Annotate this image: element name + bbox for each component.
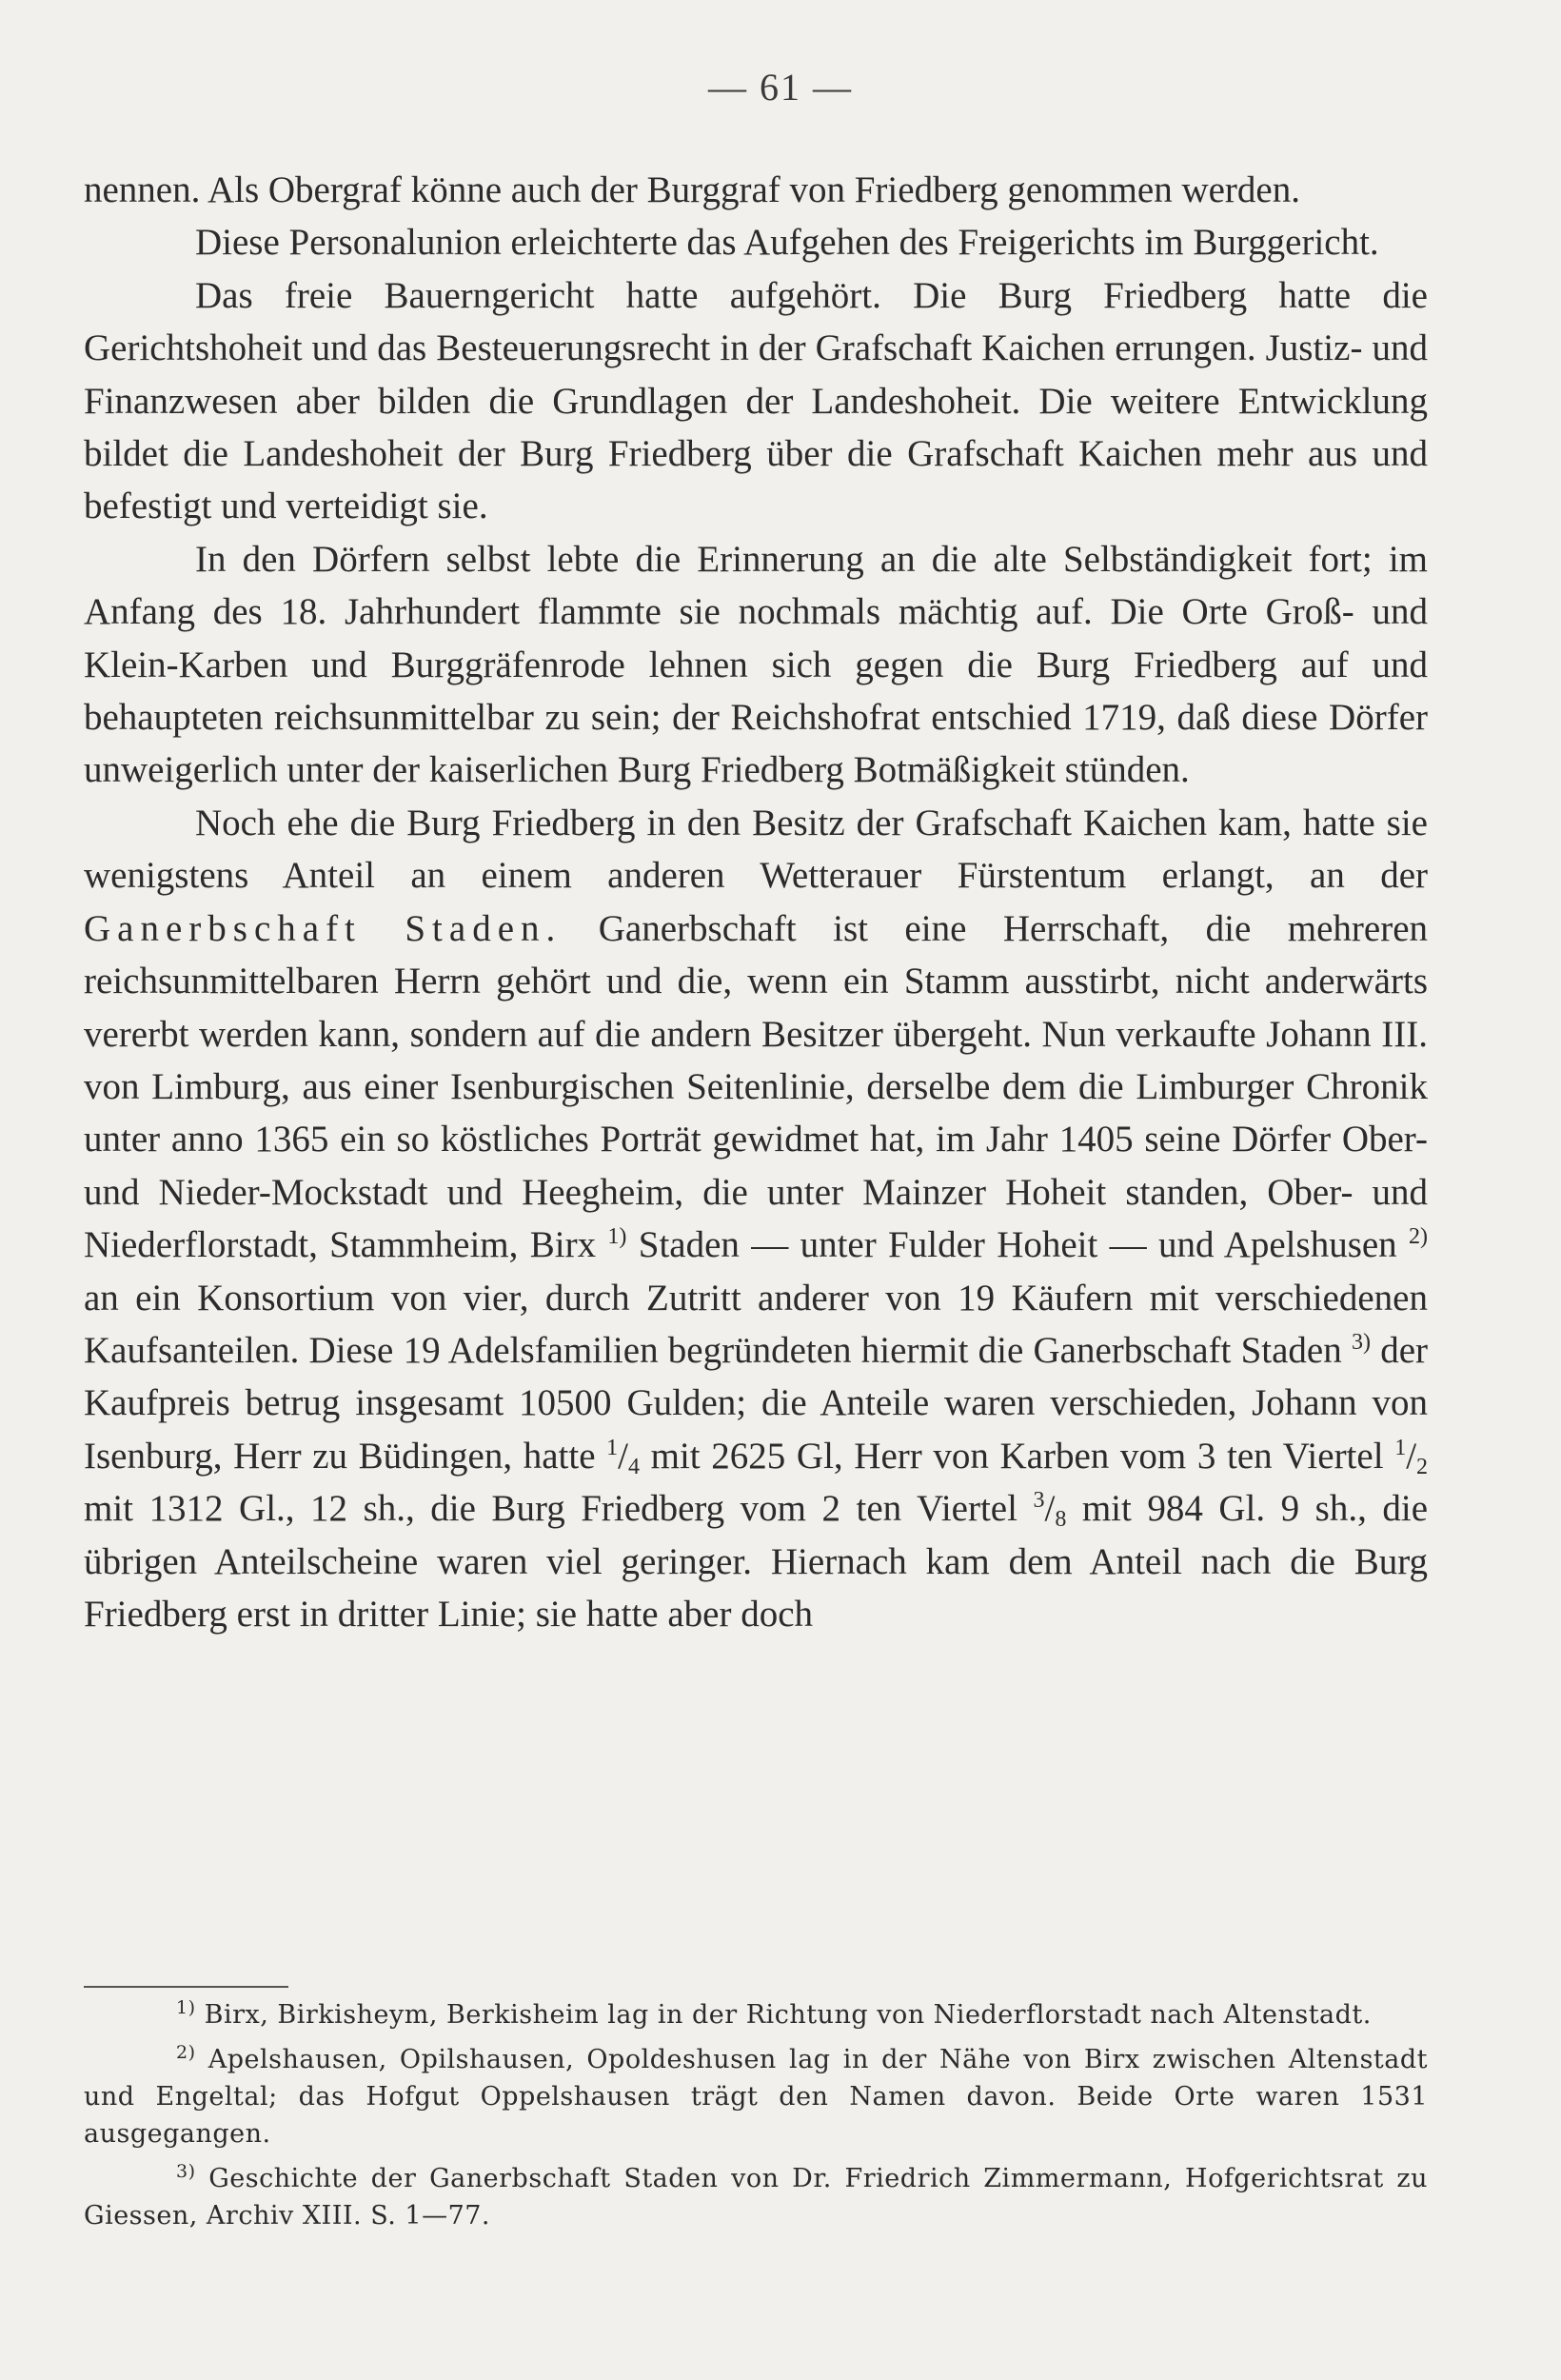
footnote-marker: 3)	[176, 2161, 196, 2182]
footnote-3	[84, 2160, 1428, 2234]
paragraph-5-part-6: mit 2625 Gl, Herr von Karben vom 3 ten Viertel	[650, 1435, 1384, 1477]
footnote-text: Birx, Birkisheym, Berkisheim lag in der Richtung von Niederflorstadt nach Altenstadt.	[204, 2000, 1372, 2030]
paragraph-2: Diese Personalunion erleichterte das Aufgehen des Freigerichts im Burggericht.	[195, 222, 1379, 264]
paragraph-3: Das freie Bauerngericht hatte aufgehört. Die Burg Friedberg hatte die Gerichtshoheit und das Besteuerungsrecht in der Grafschaft Kaichen errungen. Justiz- und Finanzwesen aber bilden die Grundlagen der Landeshoheit. Die weitere Entwicklung bildet die Landeshoheit der Burg Friedberg über die Grafschaft Kaichen mehr aus und befestigt und verteidigt sie.	[84, 274, 1428, 527]
paragraph-5-part-2: Ganerbschaft ist eine Herrschaft, die mehreren reichsunmittelbaren Herrn gehört und die, wenn ein Stamm ausstirbt, nicht anderwärts vererbt werden kann, sondern auf die andern Besitzer übergeht. Nun verkaufte Johann III. von Limburg, aus einer Isenburgischen Seitenlinie, derselbe dem die Limburger Chronik unter anno 1365 ein so köstliches Porträt gewidmet hat, im Jahr 1405 seine Dörfer Ober- und Nieder-Mockstadt und Heegheim, die unter Mainzer Hoheit standen, Ober- und Niederflorstadt, Stammheim, Birx	[84, 907, 1429, 1266]
paragraph-5-part-7: mit 1312 Gl., 12 sh., die Burg Friedberg vom 2 ten Viertel	[84, 1488, 1018, 1530]
paragraph-5-part-3: Staden — unter Fulder Hoheit — und Apelshusen	[638, 1224, 1397, 1266]
fraction-three-eighths: $^3/_8$	[1033, 1488, 1067, 1533]
fraction-denominator: 4	[628, 1454, 640, 1479]
paragraph-5-part-8: mit 984 Gl. 9 sh., die übrigen Anteilscheine waren viel geringer. Hiernach kam dem Anteil nach die Burg Friedberg erst in dritter Linie; sie hatte aber doch	[84, 1488, 1429, 1635]
paragraph-5-part-4: an ein Konsortium von vier, durch Zutritt anderer von 19 Käufern mit verschiedenen Kaufsanteilen. Diese 19 Adelsfamilien begründeten hiermit die Ganerbschaft Staden	[84, 1277, 1428, 1371]
footnote-ref-3: 3)	[1351, 1329, 1371, 1355]
footnote-ref-2: 2)	[1409, 1224, 1429, 1250]
page-number: — 61 —	[708, 66, 853, 109]
paragraph-1: nennen. Als Obergraf könne auch der Burggraf von Friedberg genommen werden.	[84, 169, 1300, 210]
footnote-1	[84, 1996, 1428, 2033]
fraction-numerator: 1	[606, 1435, 619, 1460]
spaced-emphasis: Ganerbschaft Staden.	[84, 907, 563, 949]
main-text	[84, 164, 1428, 1640]
footnote-2	[84, 2041, 1428, 2152]
paragraph-5-part-5: der Kaufpreis betrug insgesamt 10500 Gulden; die Anteile waren verschieden, Johann von Isenburg, Herr zu Büdingen, hatte	[84, 1329, 1429, 1477]
footnote-ref-1: 1)	[607, 1224, 627, 1250]
fraction-denominator: 2	[1416, 1454, 1429, 1479]
footnote-marker: 2)	[176, 2042, 196, 2063]
paragraph-4: In den Dörfern selbst lebte die Erinnerung an die alte Selbständigkeit fort; im Anfang des 18. Jahrhundert flammte sie nochmals mächtig auf. Die Orte Groß- und Klein-Karben und Burggräfenrode lehnen sich gegen die Burg Friedberg auf und behaupteten reichsunmittelbar zu sein; der Reichshofrat entschied 1719, daß diese Dörfer unweigerlich unter der kaiserlichen Burg Friedberg Botmäßigkeit stünden.	[84, 538, 1428, 791]
footnotes	[84, 1996, 1428, 2242]
footnote-text: Apelshausen, Opilshausen, Opoldeshusen lag in der Nähe von Birx zwischen Altenstadt und Engeltal; das Hofgut Oppelshausen trägt den Namen davon. Beide Orte waren 1531 ausgegangen.	[84, 2045, 1429, 2149]
fraction-numerator: 3	[1033, 1488, 1045, 1514]
fraction-denominator: 8	[1055, 1507, 1067, 1533]
fraction-one-quarter: $^1/_4$	[606, 1435, 640, 1479]
footnote-text: Geschichte der Ganerbschaft Staden von Dr. Friedrich Zimmermann, Hofgerichtsrat zu Giessen, Archiv XIII. S. 1—77.	[84, 2164, 1428, 2231]
fraction-numerator: 1	[1394, 1435, 1407, 1460]
paragraph-5-part-1: Noch ehe die Burg Friedberg in den Besitz der Grafschaft Kaichen kam, hatte sie wenigstens Anteil an einem anderen Wetterauer Fürstentum erlangt, an der	[84, 802, 1428, 897]
footnote-marker: 1)	[176, 1997, 196, 2018]
fraction-one-half: $^1/_2$	[1394, 1435, 1429, 1479]
paragraph-5	[84, 797, 1428, 1641]
footnote-divider	[84, 1986, 288, 1988]
